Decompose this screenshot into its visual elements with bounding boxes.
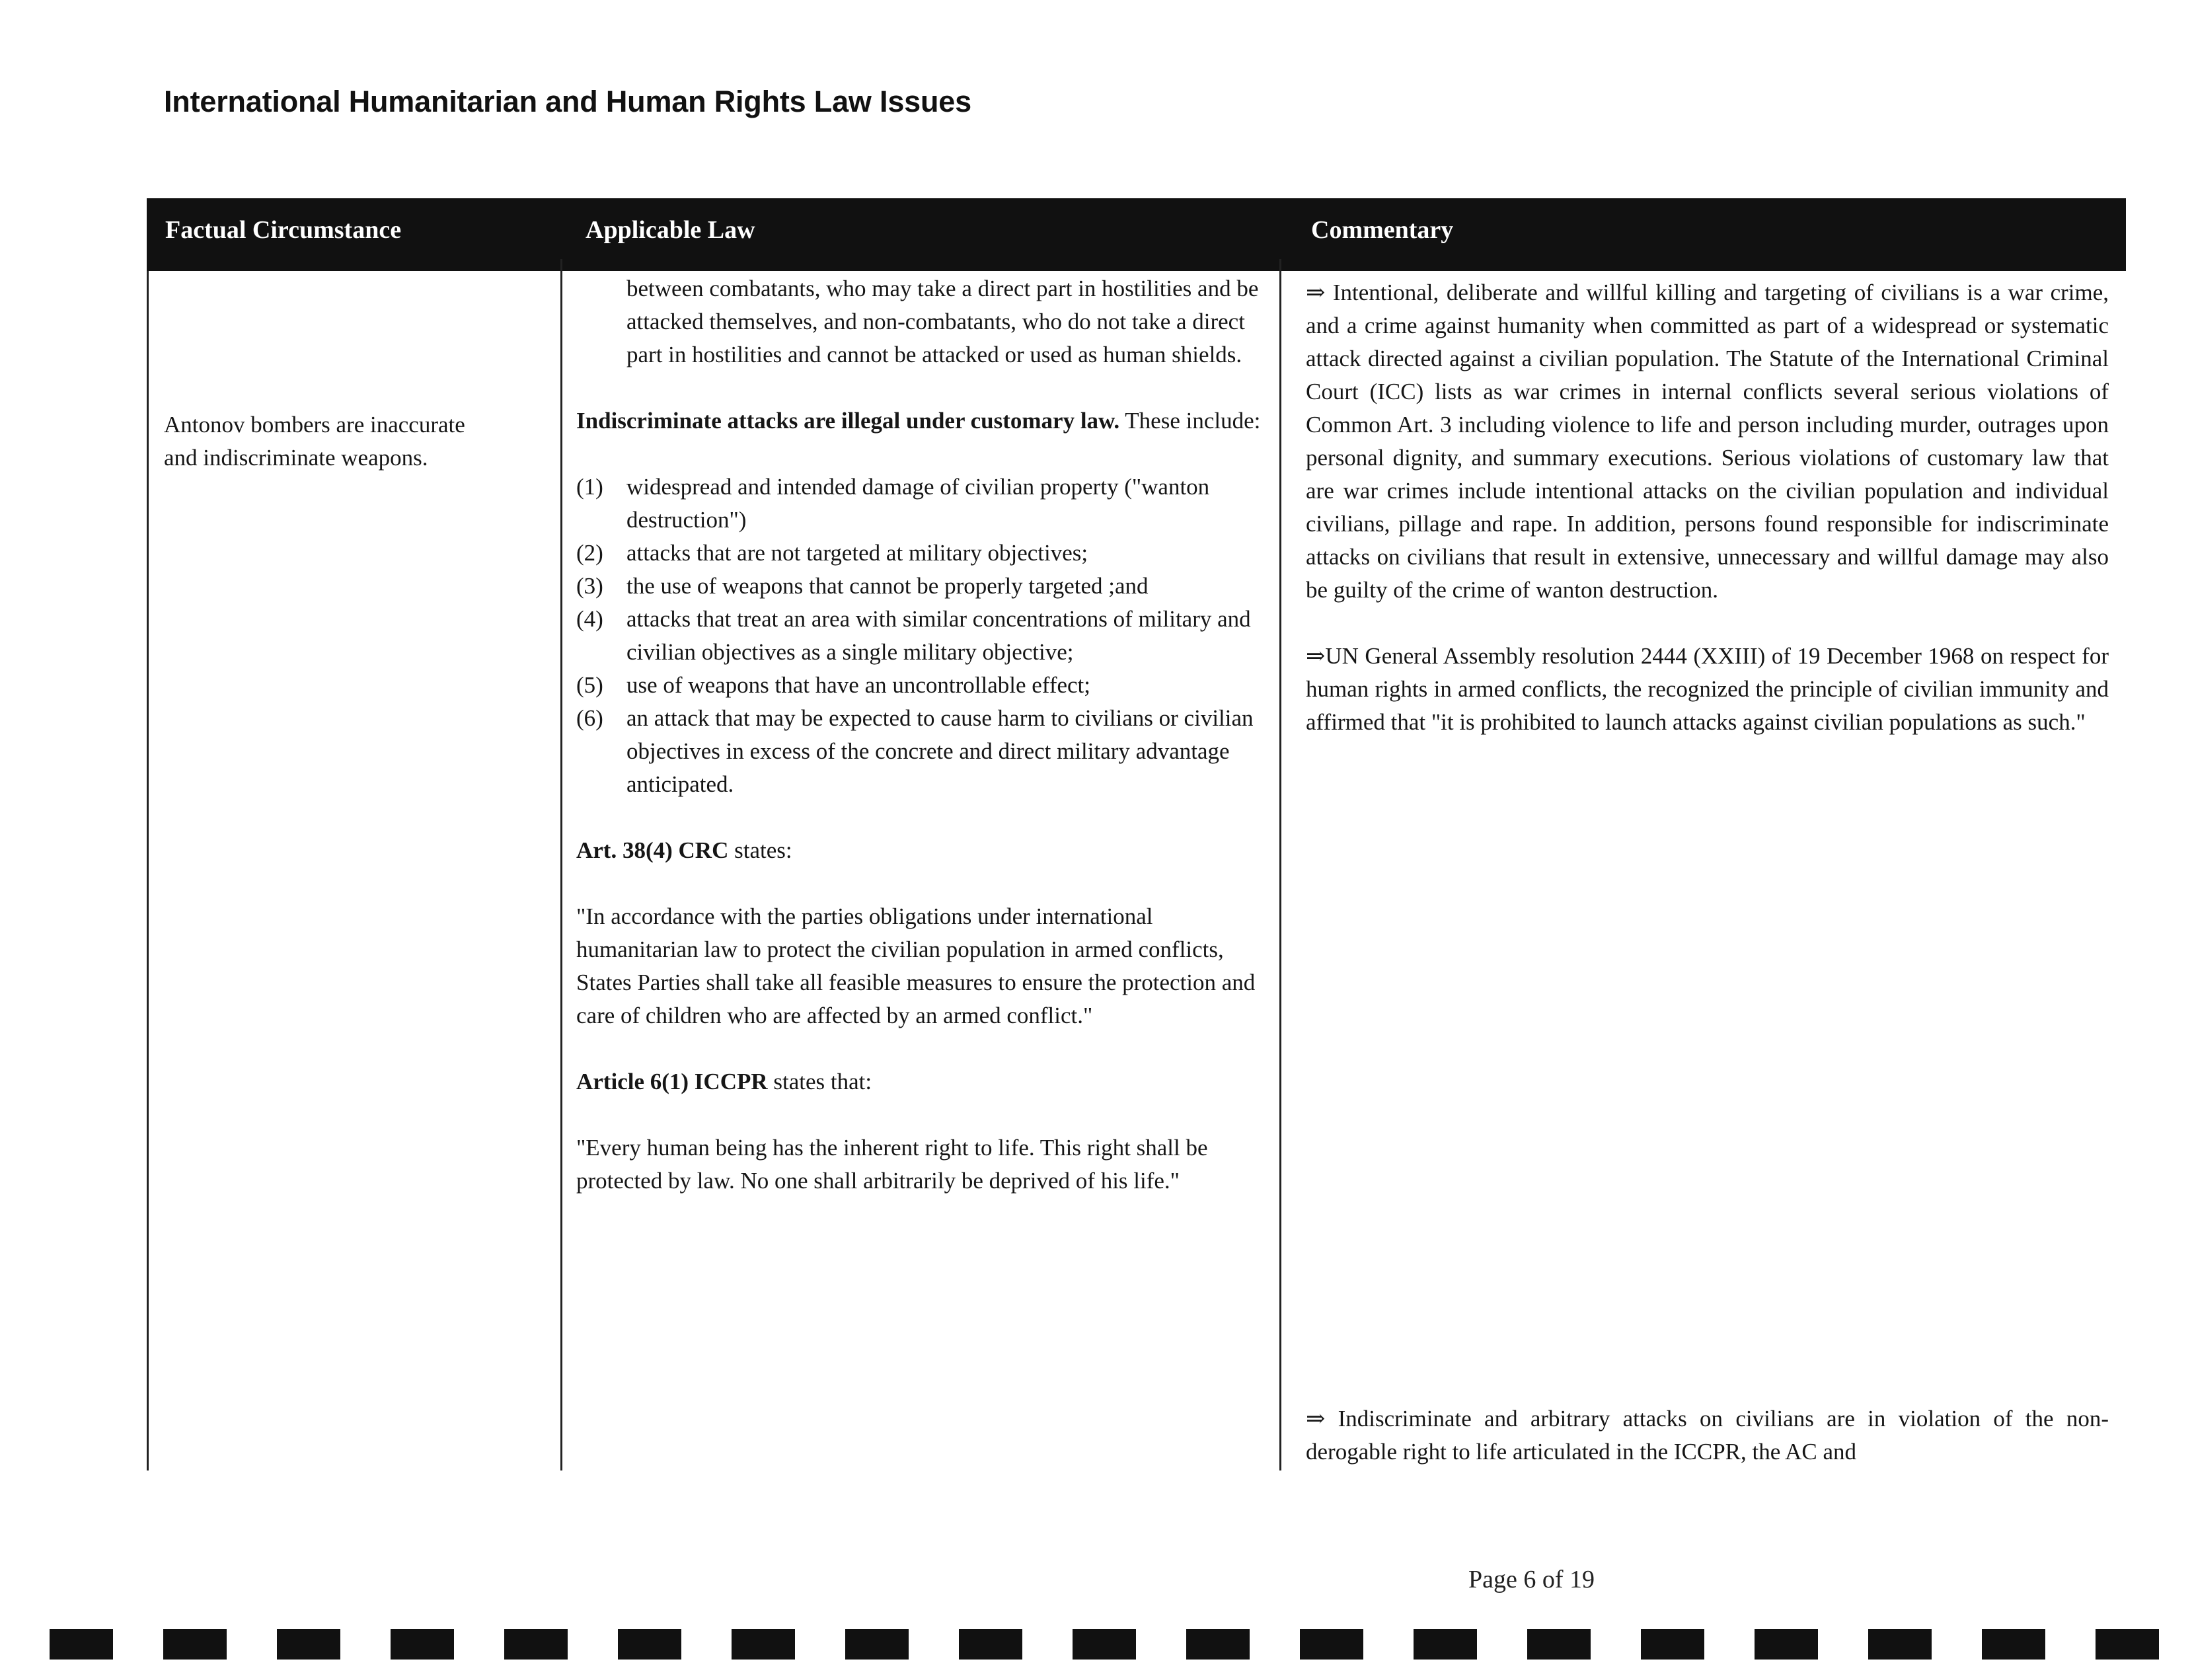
law-continued-text: between combatants, who may take a direct part in hostilities and be attacked themselves, and non-combatants, who do not take a direct part in hostilities and cannot be attacked or used as human shields. <box>626 276 1259 367</box>
header-applicable-law: Applicable Law <box>586 216 755 244</box>
factual-circumstance-cell <box>164 408 541 475</box>
applicable-law-cell <box>576 272 1264 1198</box>
factual-line-1: Antonov bombers are inaccurate <box>164 412 465 438</box>
column-divider-left <box>147 271 149 1470</box>
commentary-cell <box>1306 276 2109 739</box>
page-number: Page 6 of 19 <box>1468 1566 1595 1593</box>
crc-states: states: <box>728 837 792 863</box>
indiscriminate-attacks-paragraph <box>576 404 1264 438</box>
list-item: (3) the use of weapons that cannot be properly targeted ;and <box>576 573 1149 599</box>
column-divider-right <box>1279 259 1281 1470</box>
commentary-paragraph-3: ⇒ Indiscriminate and arbitrary attacks on civilians are in violation of the non-derogable right to life articulated in the ICCPR, the AC and <box>1306 1406 2109 1465</box>
iccpr-heading: Article 6(1) ICCPR <box>576 1069 768 1094</box>
indiscriminate-attack-list <box>576 471 1264 801</box>
crc-heading-line <box>576 834 1264 867</box>
commentary-paragraph-1: ⇒ Intentional, deliberate and willful killing and targeting of civilians is a war crime, and a crime against humanity when committed as part of a widespread or systematic attack directed against a civilian population. The Statute of the International Criminal Court (ICC) lists as war crimes in internal conflicts several serious violations of Common Art. 3 including violence to life and person including murder, outrages upon personal dignity, and summary executions. Serious violations of customary law that are war crimes include intentional attacks on the civilian population and individual civilians, pillage and rape. In addition, persons found responsible for indiscriminate attacks on civilians that result in extensive, unnecessary and willful damage may also be guilty of the crime of wanton destruction. <box>1306 280 2109 603</box>
crc-quote: "In accordance with the parties obligations under international humanitarian law to protect the civilian population in armed conflicts, States Parties shall take all feasible measures to ensure the protection and care of children who are affected by an armed conflict." <box>576 903 1256 1028</box>
header-commentary: Commentary <box>1311 216 1454 244</box>
crc-heading: Art. 38(4) CRC <box>576 837 729 863</box>
iccpr-heading-line <box>576 1065 1264 1098</box>
list-item: (5) use of weapons that have an uncontrollable effect; <box>576 672 1090 698</box>
indiscriminate-heading: Indiscriminate attacks are illegal under customary law. <box>576 408 1120 434</box>
list-item: (1) widespread and intended damage of civilian property ("wanton destruction") <box>576 474 1210 533</box>
commentary-paragraph-2: ⇒UN General Assembly resolution 2444 (XXIII) of 19 December 1968 on respect for human rights in armed conflicts, the recognized the principle of civilian immunity and affirmed that "it is prohibited to launch attacks against civilian populations as such." <box>1306 643 2109 735</box>
factual-line-2: and indiscriminate weapons. <box>164 445 428 471</box>
document-title: International Humanitarian and Human Rights Law Issues <box>164 85 971 118</box>
footer-bar-pattern <box>50 1629 2164 1661</box>
list-item: (6) an attack that may be expected to cause harm to civilians or civilian objectives in excess of the concrete and direct military advantage anticipated. <box>576 705 1254 797</box>
iccpr-states: states that: <box>767 1069 872 1094</box>
list-item: (2) attacks that are not targeted at military objectives; <box>576 540 1088 566</box>
table-header-row <box>147 198 2126 271</box>
column-divider-middle <box>560 259 562 1470</box>
header-factual-circumstance: Factual Circumstance <box>165 216 402 244</box>
indiscriminate-intro: These include: <box>1125 408 1261 434</box>
list-item: (4) attacks that treat an area with similar concentrations of military and civilian objectives as a single military objective; <box>576 606 1251 665</box>
iccpr-quote: "Every human being has the inherent right to life. This right shall be protected by law. No one shall arbitrarily be deprived of his life." <box>576 1135 1208 1194</box>
